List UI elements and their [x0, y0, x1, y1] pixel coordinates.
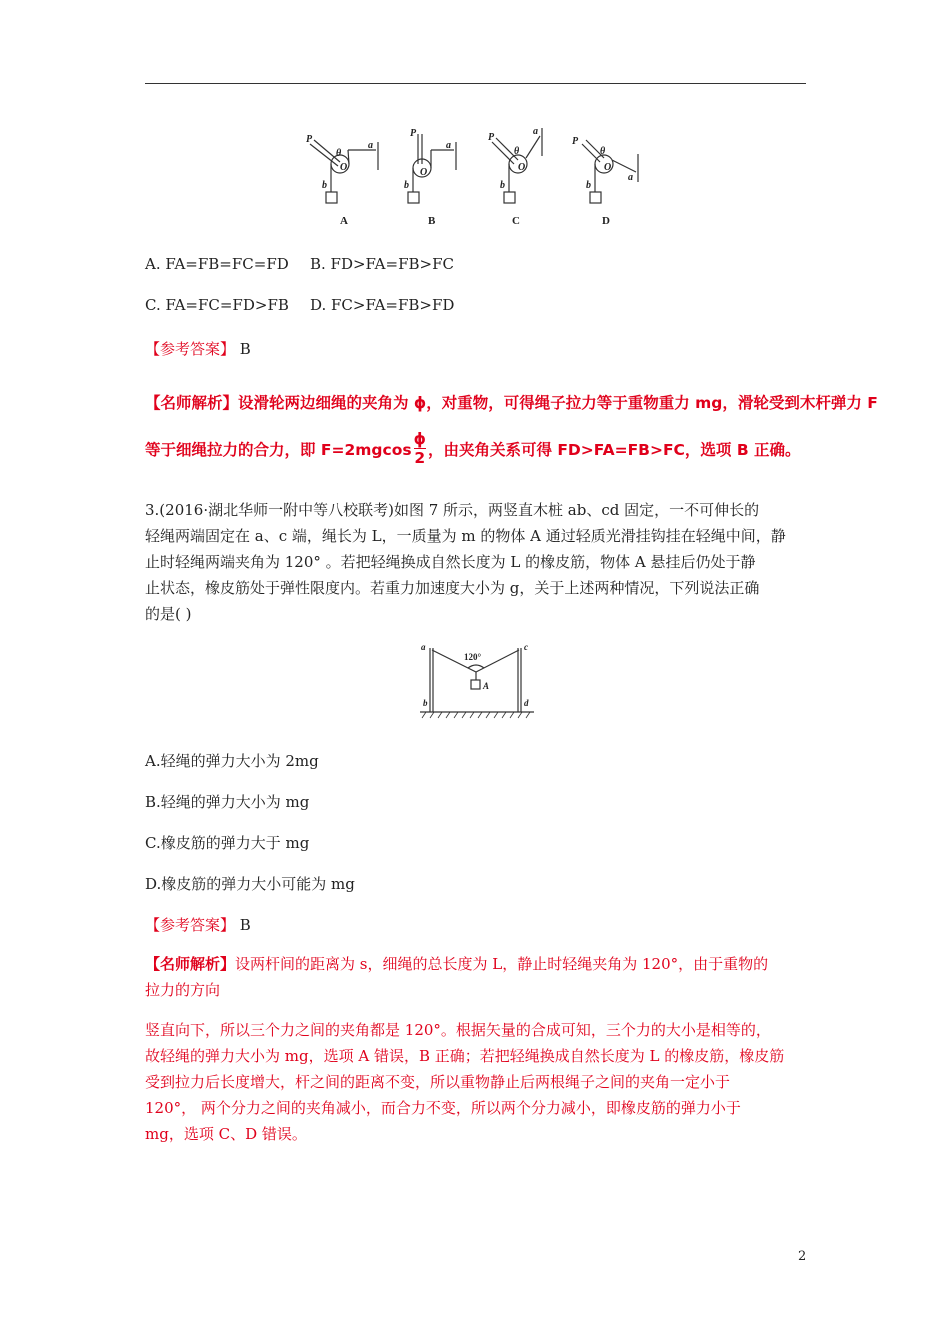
q3-analysis-line: 120°， 两个分力之间的夹角减小，而合力不变，所以两个分力减小，即橡皮筋的弹力小于 — [145, 1099, 741, 1117]
q2-analysis-text2b: ，由夹角关系可得 FD>FA=FB>FC，选项 B 正确。 — [427, 441, 801, 459]
q2-option-d[interactable]: D. FC>FA=FB>FD — [310, 296, 455, 314]
q2-fraction-num: ϕ — [413, 430, 426, 448]
q2-analysis-text1: 设滑轮两边细绳的夹角为 ϕ，对重物，可得绳子拉力等于重物重力 mg，滑轮受到木杆弹力 F — [238, 394, 878, 412]
q3-stem-line: 3.(2016·湖北华师一附中等八校联考)如图 7 所示，两竖直木桩 ab、cd 固定，一不可伸长的 — [145, 501, 760, 519]
label-d: d — [524, 698, 529, 708]
q3-analysis-part2 — [145, 1017, 810, 1147]
label-theta-a: θ — [336, 148, 342, 159]
q2-answer-label: 【参考答案】 — [145, 340, 236, 358]
label-b-d: b — [586, 180, 591, 191]
label-b-c: b — [500, 180, 505, 191]
label-a-d: a — [628, 172, 633, 183]
q2-fraction — [414, 430, 426, 467]
rope-figure — [418, 638, 536, 720]
q3-analysis-line: 竖直向下，所以三个力之间的夹角都是 120°。根据矢量的合成可知，三个力的大小是相等的， — [145, 1021, 771, 1039]
figure-label-c: C — [512, 215, 520, 227]
q3-stem-line: 轻绳两端固定在 a、c 端，绳长为 L，一质量为 m 的物体 A 通过轻质光滑挂钩挂在轻绳中间，静 — [145, 527, 786, 545]
angle-label: 120° — [464, 652, 482, 662]
q2-option-b[interactable]: B. FD>FA=FB>FC — [310, 255, 454, 273]
label-o-d: O — [604, 162, 612, 173]
label-o-a: O — [340, 162, 348, 173]
label-a: a — [421, 642, 426, 652]
q3-analysis-line: 故轻绳的弹力大小为 mg，选项 A 错误，B 正确；若把轻绳换成自然长度为 L 的橡皮筋，橡皮筋 — [145, 1047, 785, 1065]
q3-option-d[interactable]: D.橡皮筋的弹力大小可能为 mg — [145, 875, 355, 893]
label-p-b: P — [410, 128, 417, 139]
label-p-d: P — [572, 136, 579, 147]
pulley-diagram-c — [492, 128, 542, 203]
label-b: b — [423, 698, 428, 708]
q3-answer — [145, 914, 251, 935]
q3-stem-line: 的是( ) — [145, 605, 192, 623]
q3-analysis-line — [145, 951, 810, 977]
label-b-b: b — [404, 180, 409, 191]
label-c: c — [524, 642, 528, 652]
q3-analysis-line: 受到拉力后长度增大，杆之间的距离不变，所以重物静止后两根绳子之间的夹角一定小于 — [145, 1073, 731, 1091]
figure-label-b: B — [428, 215, 436, 227]
q3-stem-line: 止状态，橡皮筋处于弹性限度内。若重力加速度大小为 g，关于上述两种情况，下列说法正确 — [145, 579, 760, 597]
q2-option-c[interactable]: C. FA=FC=FD>FB — [145, 296, 289, 314]
label-o-c: O — [518, 162, 526, 173]
page-number: 2 — [798, 1249, 807, 1264]
figure-label-a: A — [340, 215, 348, 227]
label-o-b: O — [420, 167, 428, 178]
label-a-c: a — [533, 126, 538, 137]
q2-fraction-den: 2 — [414, 449, 426, 467]
q3-option-b[interactable]: B.轻绳的弹力大小为 mg — [145, 793, 310, 811]
q3-analysis-part1 — [145, 951, 810, 1003]
label-b-a: b — [322, 180, 327, 191]
q3-option-c[interactable]: C.橡皮筋的弹力大于 mg — [145, 834, 310, 852]
q2-analysis-label: 【名师解析】 — [145, 394, 239, 412]
pulley-figure — [300, 122, 650, 232]
q3-answer-value: B — [239, 916, 251, 934]
label-theta-d: θ — [600, 146, 606, 157]
q3-analysis-line: mg，选项 C、D 错误。 — [145, 1125, 307, 1143]
q3-answer-label: 【参考答案】 — [145, 916, 236, 934]
q3-stem — [145, 497, 810, 627]
q2-analysis-text2a: 等于细绳拉力的合力，即 F=2mgcos — [145, 441, 412, 459]
label-p-a: P — [306, 134, 313, 145]
label-p-c: P — [488, 132, 495, 143]
q2-answer-value: B — [239, 340, 251, 358]
q3-analysis-line: 拉力的方向 — [145, 981, 221, 999]
q3-stem-line: 止时轻绳两端夹角为 120° 。若把轻绳换成自然长度为 L 的橡皮筋，物体 A 悬挂后仍处于静 — [145, 553, 756, 571]
q2-analysis-line2 — [145, 430, 801, 470]
label-a-b: a — [446, 140, 451, 151]
label-a-a: a — [368, 140, 373, 151]
label-mass-a: A — [483, 681, 490, 691]
q2-answer — [145, 338, 251, 359]
q2-analysis-line1 — [145, 393, 878, 413]
q3-analysis-text: 设两杆间的距离为 s，细绳的总长度为 L，静止时轻绳夹角为 120°，由于重物的 — [235, 955, 769, 973]
q2-option-a[interactable]: A. FA=FB=FC=FD — [145, 255, 289, 273]
label-theta-c: θ — [514, 146, 520, 157]
header-rule — [145, 83, 806, 84]
q3-analysis-label: 【名师解析】 — [145, 955, 236, 973]
figure-label-d: D — [602, 215, 610, 227]
q3-option-a[interactable]: A.轻绳的弹力大小为 2mg — [145, 752, 319, 770]
